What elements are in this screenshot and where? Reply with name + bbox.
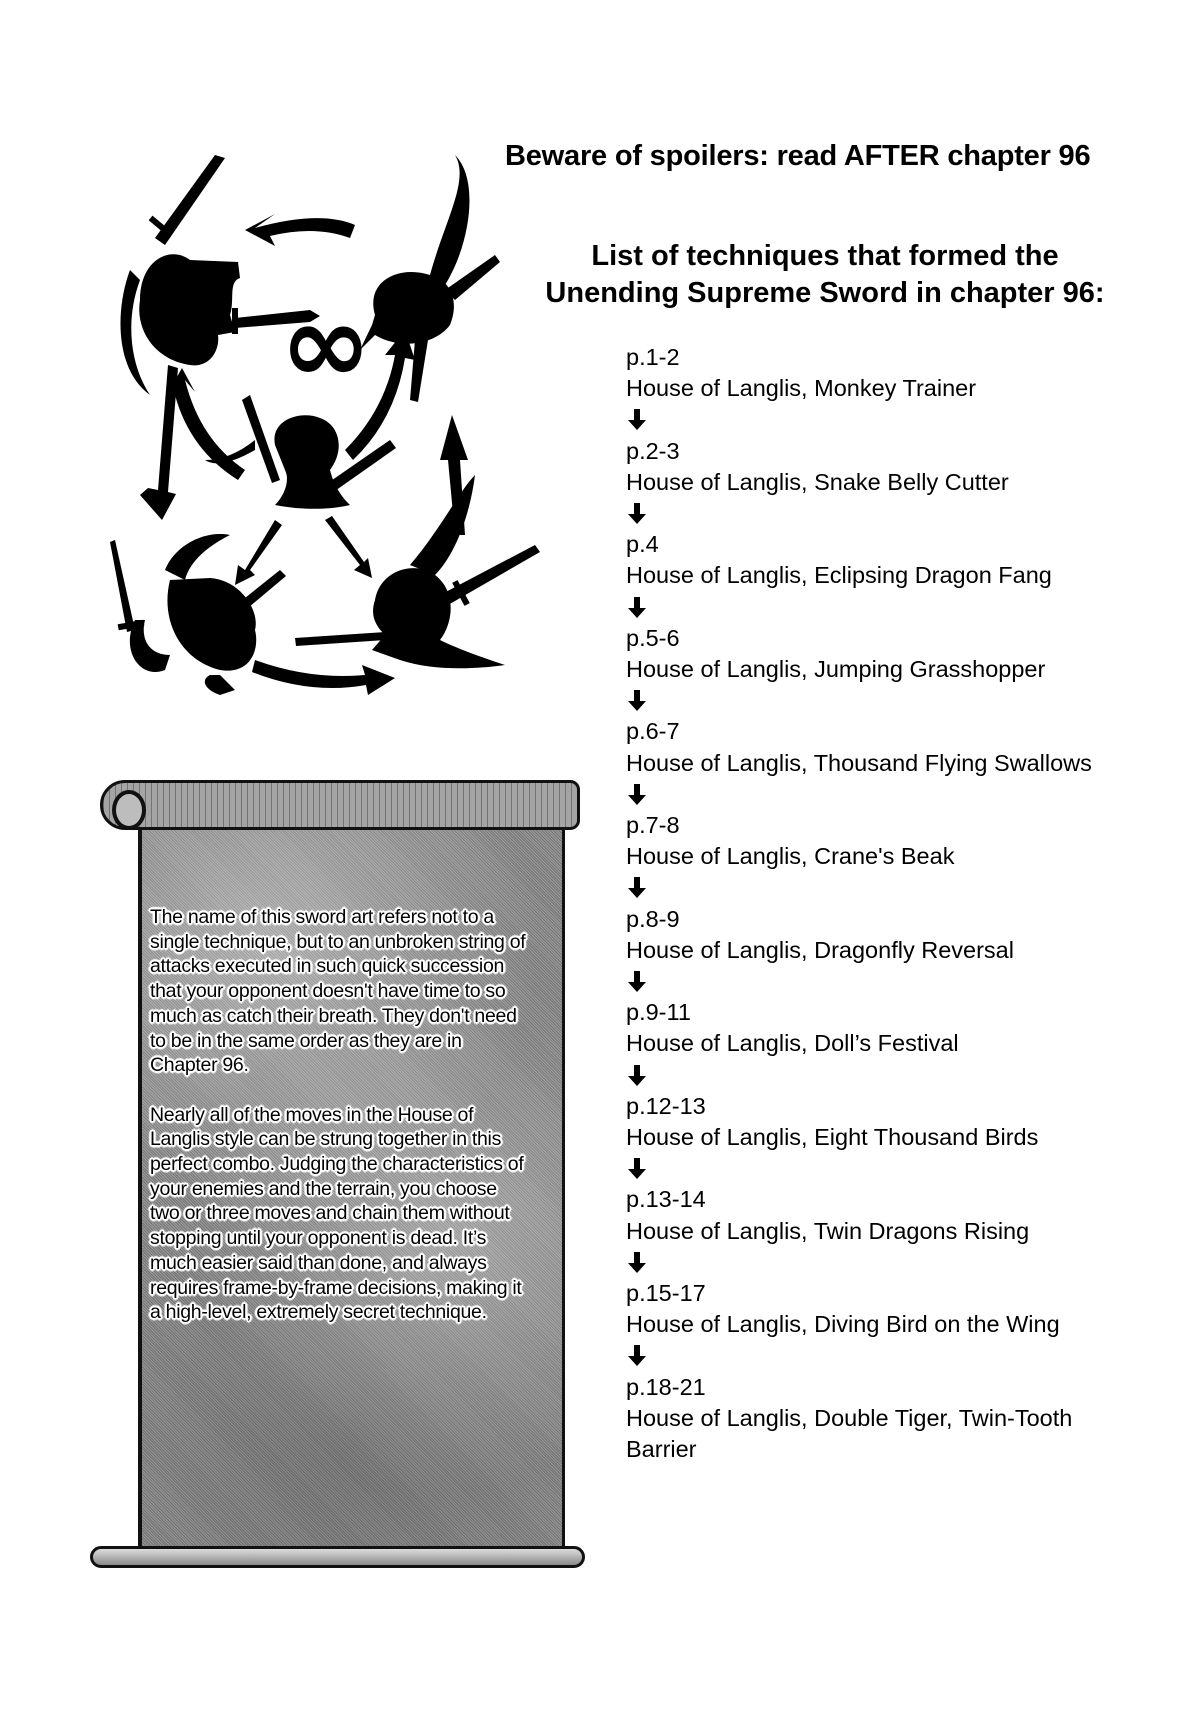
technique-name: House of Langlis, Doll’s Festival (626, 1030, 959, 1057)
technique-cycle-illustration (110, 150, 600, 760)
technique-pages: p.5-6 (626, 624, 680, 651)
technique-pages: p.18-21 (626, 1373, 706, 1400)
technique-name: House of Langlis, Jumping Grasshopper (626, 655, 1046, 682)
down-arrow-icon (626, 1153, 648, 1184)
down-arrow-icon (626, 1340, 648, 1371)
scroll-paragraph-1: The name of this sword art refers not to a single technique, but to an unbroken string of attacks executed in such quick succession that your opponent doesn't have time to so much as catch their breath. They don't need to be in the same order as they are in Chapter 96. (150, 906, 526, 1077)
technique-pages: p.2-3 (626, 437, 680, 464)
down-arrow-icon (626, 592, 648, 623)
technique-name: House of Langlis, Double Tiger, Twin-Tooth Barrier (626, 1404, 1073, 1462)
technique-item (626, 810, 1096, 872)
technique-name: House of Langlis, Monkey Trainer (626, 375, 977, 402)
list-title-line1: List of techniques that formed the (591, 240, 1059, 272)
technique-pages: p.6-7 (626, 718, 680, 745)
technique-list (626, 342, 1096, 1465)
down-arrow-icon (626, 779, 648, 810)
scroll-top-roll (100, 780, 580, 830)
technique-item (626, 997, 1096, 1059)
technique-name: House of Langlis, Thousand Flying Swallows (626, 749, 1092, 776)
technique-item (626, 529, 1096, 591)
silhouette-figures-icon (110, 150, 600, 760)
svg-text:∞: ∞ (280, 280, 372, 408)
technique-item (626, 436, 1096, 498)
technique-pages: p.13-14 (626, 1186, 706, 1213)
scroll-bottom-roll (90, 1546, 585, 1568)
technique-item (626, 1278, 1096, 1340)
technique-pages: p.1-2 (626, 344, 680, 370)
technique-item (626, 904, 1096, 966)
technique-item (626, 342, 1096, 404)
technique-name: House of Langlis, Dragonfly Reversal (626, 936, 1014, 963)
scroll-description (150, 905, 530, 1350)
down-arrow-icon (626, 966, 648, 997)
technique-item (626, 1372, 1096, 1466)
technique-pages: p.9-11 (626, 999, 691, 1026)
scroll-curl-icon (112, 790, 146, 830)
technique-name: House of Langlis, Snake Belly Cutter (626, 468, 1009, 495)
spoiler-warning: Beware of spoilers: read AFTER chapter 96 (505, 140, 1091, 172)
technique-name: House of Langlis, Twin Dragons Rising (626, 1217, 1030, 1244)
down-arrow-icon (626, 404, 648, 435)
down-arrow-icon (626, 872, 648, 903)
down-arrow-icon (626, 1060, 648, 1091)
technique-name: House of Langlis, Diving Bird on the Wing (626, 1311, 1060, 1338)
technique-name: House of Langlis, Eclipsing Dragon Fang (626, 562, 1052, 589)
down-arrow-icon (626, 1247, 648, 1278)
technique-name: House of Langlis, Eight Thousand Birds (626, 1123, 1039, 1150)
technique-item (626, 1184, 1096, 1246)
technique-item (626, 1091, 1096, 1153)
technique-pages: p.12-13 (626, 1092, 706, 1119)
technique-pages: p.8-9 (626, 905, 680, 932)
list-title-line2: Unending Supreme Sword in chapter 96: (545, 277, 1105, 309)
technique-item (626, 623, 1096, 685)
down-arrow-icon (626, 685, 648, 716)
technique-pages: p.7-8 (626, 811, 680, 838)
technique-name: House of Langlis, Crane's Beak (626, 843, 955, 870)
list-title (520, 238, 1130, 312)
scroll-paragraph-2: Nearly all of the moves in the House of Langlis style can be strung together in this perfect combo. Judging the characteristics of your enemies and the terrain, you choose two or three moves and chain them without stopping until your opponent is dead. It’s much easier said than done, and always requires frame-by-frame decisions, making it a high-level, extremely secret technique. (150, 1103, 524, 1324)
technique-item (626, 716, 1096, 778)
down-arrow-icon (626, 498, 648, 529)
technique-pages: p.15-17 (626, 1279, 706, 1306)
technique-pages: p.4 (626, 531, 659, 558)
